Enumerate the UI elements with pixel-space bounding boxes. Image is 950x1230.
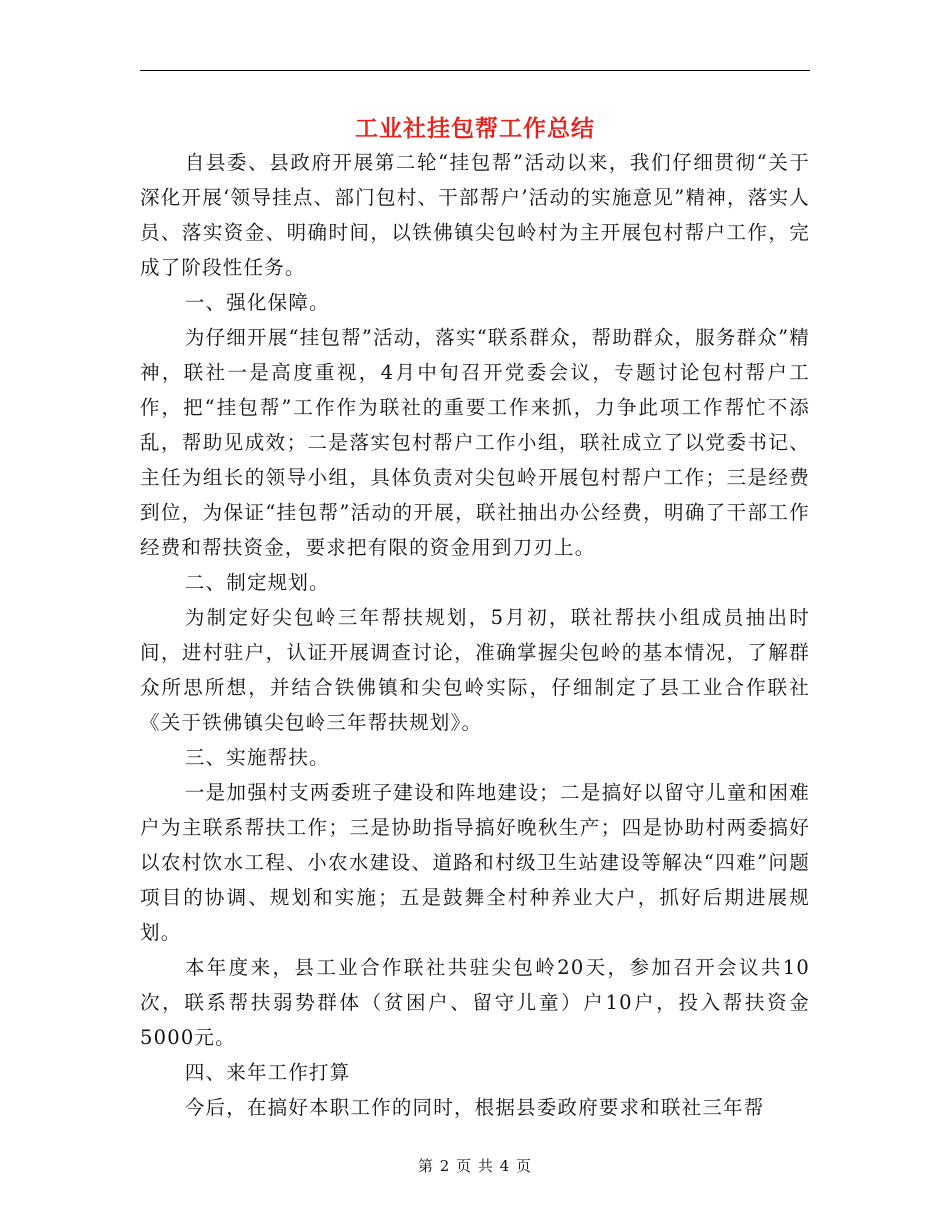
document-body bbox=[140, 145, 810, 1125]
paragraph-section-4: 今后，在搞好本职工作的同时，根据县委政府要求和联社三年帮 bbox=[184, 1096, 765, 1119]
section-heading-1: 一、强化保障。 bbox=[184, 291, 330, 314]
section-heading-4: 四、来年工作打算 bbox=[184, 1061, 351, 1084]
page-number-footer: 第 2 页 共 4 页 bbox=[418, 1157, 532, 1175]
paragraph-section-3: 一是加强村支两委班子建设和阵地建设；二是搞好以留守儿童和困难户为主联系帮扶工作；三是协助指导搞好晚秋生产；四是协助村两委搞好以农村饮水工程、小农水建设、道路和村级卫生站建设等解决“四难”问题项目的协调、规划和实施；五是鼓舞全村种养业大户，抓好后期进展规划。 bbox=[140, 781, 810, 944]
paragraph-intro: 自县委、县政府开展第二轮“挂包帮”活动以来，我们仔细贯彻“关于深化开展‘领导挂点、部门包村、干部帮户’活动的实施意见”精神，落实人员、落实资金、明确时间，以铁佛镇尖包岭村为主开展包村帮户工作，完成了阶段性任务。 bbox=[140, 151, 810, 279]
section-heading-3: 三、实施帮扶。 bbox=[184, 746, 330, 769]
paragraph-annual-stats: 本年度来，县工业合作联社共驻尖包岭20天，参加召开会议共10次，联系帮扶弱势群体（贫困户、留守儿童）户10户，投入帮扶资金5000元。 bbox=[140, 956, 810, 1049]
header-rule bbox=[140, 70, 810, 71]
paragraph-section-1: 为仔细开展“挂包帮”活动，落实“联系群众，帮助群众，服务群众”精神，联社一是高度重视，4月中旬召开党委会议，专题讨论包村帮户工作，把“挂包帮”工作作为联社的重要工作来抓，力争此项工作帮忙不添乱，帮助见成效；二是落实包村帮户工作小组，联社成立了以党委书记、主任为组长的领导小组，具体负责对尖包岭开展包村帮户工作；三是经费到位，为保证“挂包帮”活动的开展，联社抽出办公经费，明确了干部工作经费和帮扶资金，要求把有限的资金用到刀刃上。 bbox=[140, 326, 810, 559]
section-heading-2: 二、制定规划。 bbox=[184, 571, 330, 594]
document-title: 工业社挂包帮工作总结 bbox=[355, 115, 595, 142]
paragraph-section-2: 为制定好尖包岭三年帮扶规划，5月初，联社帮扶小组成员抽出时间，进村驻户，认证开展调查讨论，准确掌握尖包岭的基本情况，了解群众所思所想，并结合铁佛镇和尖包岭实际，仔细制定了县工业合作联社《关于铁佛镇尖包岭三年帮扶规划》。 bbox=[140, 606, 810, 734]
